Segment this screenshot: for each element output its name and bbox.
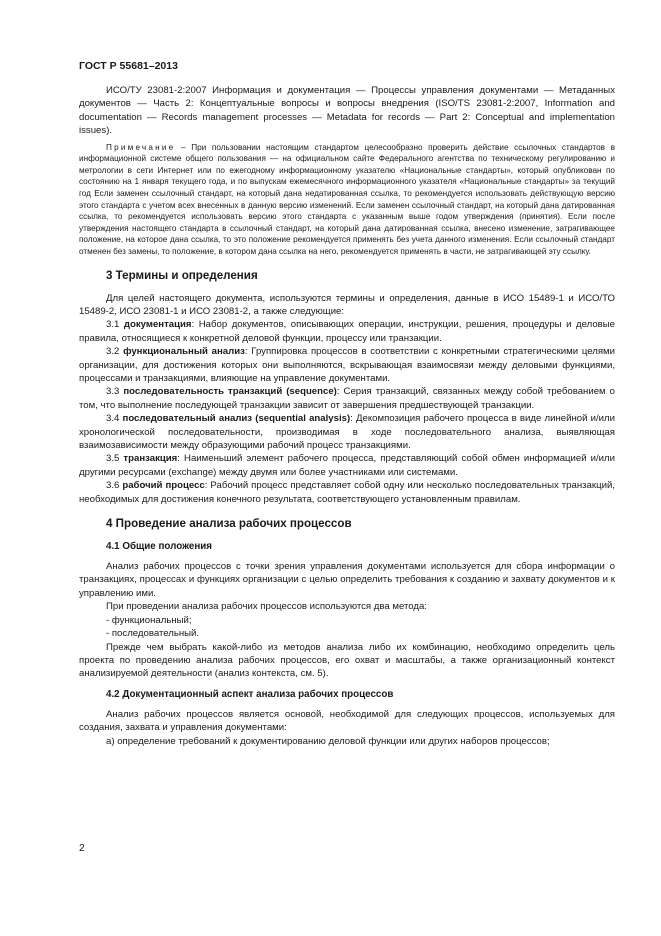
term-name: рабочий процесс [122,480,205,492]
list-item: - последовательный. [106,628,200,640]
term-name: документация [123,319,192,331]
section-3-heading: 3 Термины и определения [106,268,258,282]
term-number: 3.6 [106,480,123,492]
paragraph: Анализ рабочих процессов является основой, необходимой для следующих процессов, используемых для создания, захвата и управления документами: [79,708,615,734]
term-name: последовательный анализ (sequential analysis) [122,413,351,425]
term-number: 3.4 [106,413,123,425]
term-definition [79,412,615,452]
term-definition [79,452,615,479]
note-label: Примечание [106,142,176,152]
term-def: : Набор документов, описывающих операции, инструкции, решения, процедуры и деловые правила, относящиеся к конкретной деловой функции, процессу или транзакции. [79,319,615,344]
paragraph: Анализ рабочих процессов с точки зрения управления документами используется для сбора информации о транзакциях, процессах и функциях организации с целью определить требования к созданию и захвату документов и к управлению ими. [79,561,615,599]
page-content [79,84,615,748]
term-number: 3.5 [106,453,124,465]
term-def: : Серия транзакций, связанных между собой требованием о том, что выполнение последующей транзакции зависит от завершения предшествующей транзакции. [79,386,615,411]
subsection-4-2-heading: 4.2 Документационный аспект анализа рабочих процессов [106,688,394,700]
paragraph: Прежде чем выбрать какой-либо из методов анализа либо их комбинацию, необходимо определить цель проекта по проведению анализа рабочих процессов, его охват и масштабы, а также организационный контекст анализируемой деятельности (анализ контекста, см. 5). [79,641,615,680]
term-definition [79,345,615,385]
term-def: : Наименьший элемент рабочего процесса, представляющий собой обмен информацией и/или другими ресурсами (exchange) между двумя или более участниками или системами. [79,453,616,478]
term-name: транзакция [123,453,178,465]
note-paragraph [79,142,615,258]
term-number: 3.3 [106,386,124,398]
list-item: а) определение требований к документированию деловой функции или других наборов процессов; [106,735,550,747]
term-number: 3.2 [106,346,124,358]
term-definition [79,318,615,345]
normative-reference: ИСО/ТУ 23081-2:2007 Информация и документация — Процессы управления документами — Метаданных документов — Часть 2: Концептуальные вопросы и вопросы внедрения (ISO/TS 23081-2:2007, Information and documentation — Records management processes — Metadata for records — Part 2: Conceptual and implementation issues). [79,85,615,137]
note-text: – При пользовании настоящим стандартом целесообразно проверить действие ссылочных стандартов в информационной системе общего пользования — на официальном сайте Федерального агентства по техническому регулированию и метрологии в сети Интернет или по ежегодному информационному указателю «Национальные стандарты», который опубликован по состоянию на 1 января текущего года, и по выпускам ежемесячного информационного указателя «Национальные стандарты» за текущий год Если заменен ссылочный стандарт, на который дана недатированная ссылка, то рекомендуется использовать действующую версию этого стандарта с учетом всех внесенных в данную версию изменений. Если заменен ссылочный стандарт, на который дана датированная ссылка, то рекомендуется использовать версию этого стандарта с указанным выше годом утверждения (принятия). Если после утверждения настоящего стандарта в ссылочный стандарт, на который дана датированная ссылка, внесено изменение, затрагивающее положение, на которое дана ссылка, то это положение рекомендуется применять без учета данного изменения. Если ссылочный стандарт отменен без замены, то положение, в котором дана ссылка на него, рекомендуется применять в части, не затрагивающей эту ссылку. [79,142,615,256]
term-name: функциональный анализ [123,346,245,358]
section-3-intro: Для целей настоящего документа, используются термины и определения, данные в ИСО 15489-1 и ИСО/ТО 15489-2, ИСО 23081-1 и ИСО 23081-2, а также следующие: [79,292,615,317]
term-name: последовательность транзакций (sequence) [123,386,337,398]
term-definition [79,479,615,506]
page-number: 2 [79,842,85,854]
term-definition [79,385,615,412]
term-number: 3.1 [106,319,124,331]
section-4-heading: 4 Проведение анализа рабочих процессов [106,517,352,531]
term-def: : Рабочий процесс представляет собой одну или несколько последовательных транзакций, необходимых для достижения конечного результата, соответствующего установленным правилам. [79,480,615,505]
standard-header: ГОСТ Р 55681–2013 [79,60,178,72]
term-def: : Группировка процессов в соответствии с конкретными стратегическими целями организации, для достижения которых они выполняются, вскрывающая взаимосвязи между деловыми функциями, процессами и транзакциями, влияющие на управление документами. [79,346,615,384]
term-def: : Декомпозиция рабочего процесса в виде линейной и/или хронологической последовательности, производимая в ходе последовательного анализа, выявляющая взаимозависимости между образующими рабочий процесс транзакциями. [79,413,615,452]
list-item: - функциональный; [106,614,192,626]
paragraph: При проведении анализа рабочих процессов используются два метода: [106,601,427,613]
subsection-4-1-heading: 4.1 Общие положения [106,541,213,553]
